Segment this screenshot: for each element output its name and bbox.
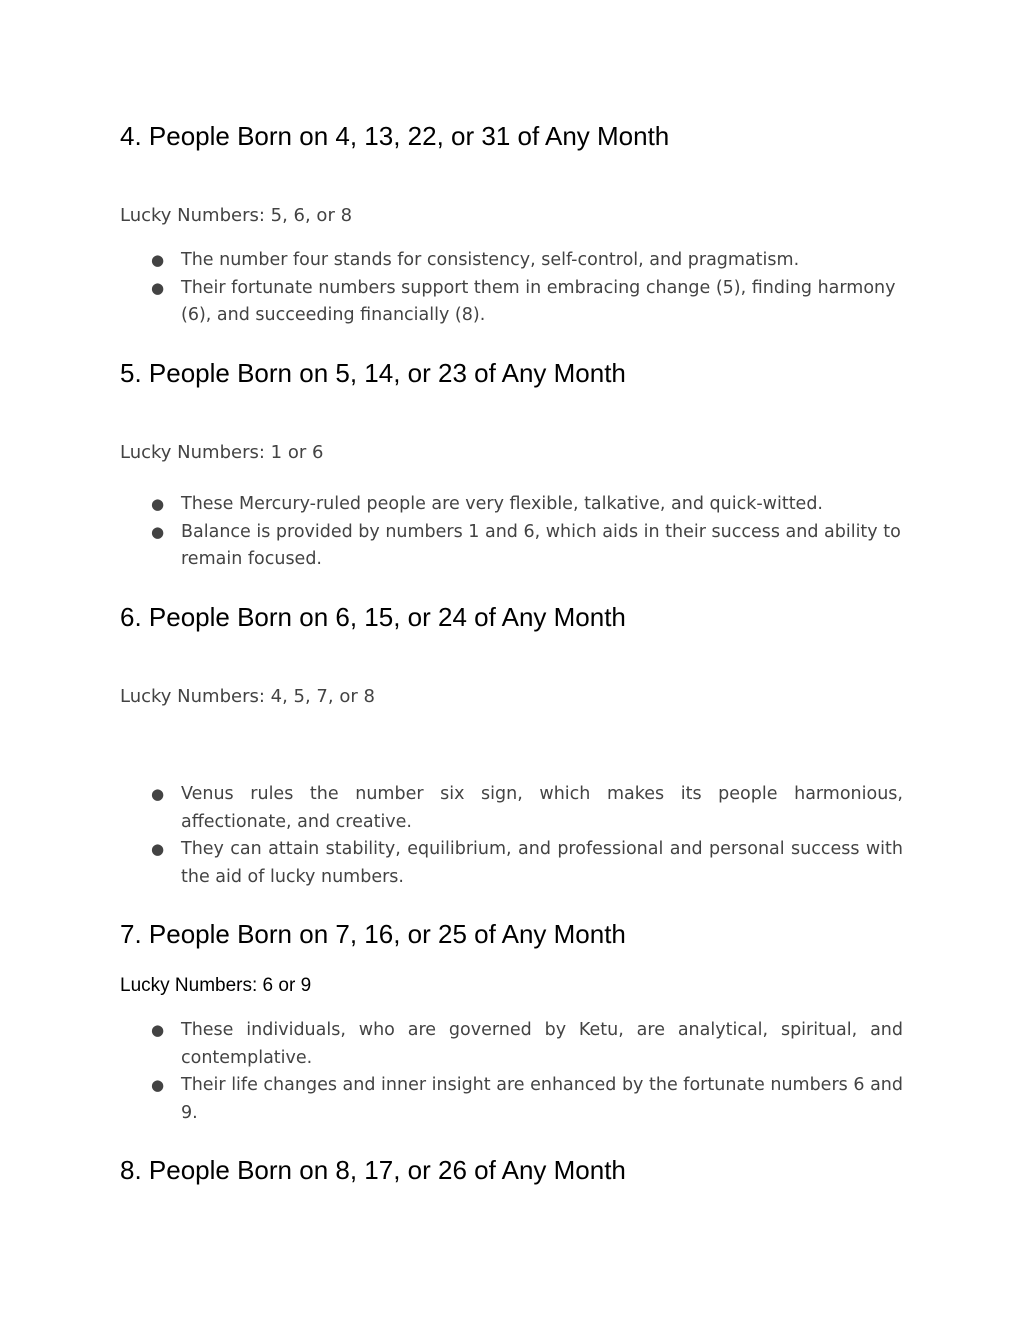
list-item	[120, 1017, 903, 1072]
list-item	[120, 275, 903, 330]
list-item-text: Their life changes and inner insight are enhanced by the fortunate numbers 6 and 9.	[181, 1075, 903, 1123]
list-item	[120, 1072, 903, 1127]
list-item-text: They can attain stability, equilibrium, and professional and personal success with the aid of lucky numbers.	[181, 839, 903, 887]
bullet-icon: ●	[151, 1021, 165, 1039]
section-5-bullet-list	[120, 491, 903, 574]
section-4-heading: 4. People Born on 4, 13, 22, or 31 of Any Month	[120, 121, 670, 151]
section-7-heading: 7. People Born on 7, 16, or 25 of Any Month	[120, 919, 626, 949]
list-item	[120, 836, 903, 891]
section-4-bullet-list	[120, 247, 903, 330]
section-5-lucky-numbers: Lucky Numbers: 1 or 6	[120, 442, 324, 463]
bullet-icon: ●	[151, 1076, 165, 1094]
section-5-heading: 5. People Born on 5, 14, or 23 of Any Month	[120, 358, 626, 388]
list-item-text: Venus rules the number six sign, which makes its people harmonious, affectionate, and creative.	[181, 784, 903, 832]
list-item-text: Their fortunate numbers support them in embracing change (5), finding harmony (6), and succeeding financially (8).	[181, 277, 896, 325]
bullet-icon: ●	[151, 522, 165, 541]
list-item-text: The number four stands for consistency, self-control, and pragmatism.	[181, 250, 800, 270]
list-item	[120, 519, 903, 574]
list-item	[120, 247, 903, 275]
list-item	[120, 491, 903, 519]
section-6-lucky-numbers: Lucky Numbers: 4, 5, 7, or 8	[120, 686, 375, 707]
list-item-text: Balance is provided by numbers 1 and 6, which aids in their success and ability to remain focused.	[181, 521, 901, 569]
list-item	[120, 781, 903, 836]
section-6-bullet-list	[120, 781, 903, 891]
section-7-lucky-numbers: Lucky Numbers: 6 or 9	[120, 975, 312, 996]
list-item-text: These Mercury-ruled people are very flexible, talkative, and quick-witted.	[181, 494, 823, 514]
section-6-heading: 6. People Born on 6, 15, or 24 of Any Month	[120, 602, 626, 632]
section-4-lucky-numbers: Lucky Numbers: 5, 6, or 8	[120, 205, 353, 226]
bullet-icon: ●	[151, 840, 165, 858]
bullet-icon: ●	[151, 251, 165, 269]
bullet-icon: ●	[151, 495, 165, 513]
section-7-bullet-list	[120, 1017, 903, 1127]
section-8-heading: 8. People Born on 8, 17, or 26 of Any Month	[120, 1155, 626, 1185]
bullet-icon: ●	[151, 785, 165, 803]
bullet-icon: ●	[151, 278, 165, 297]
list-item-text: These individuals, who are governed by Ketu, are analytical, spiritual, and contemplative.	[181, 1020, 903, 1068]
